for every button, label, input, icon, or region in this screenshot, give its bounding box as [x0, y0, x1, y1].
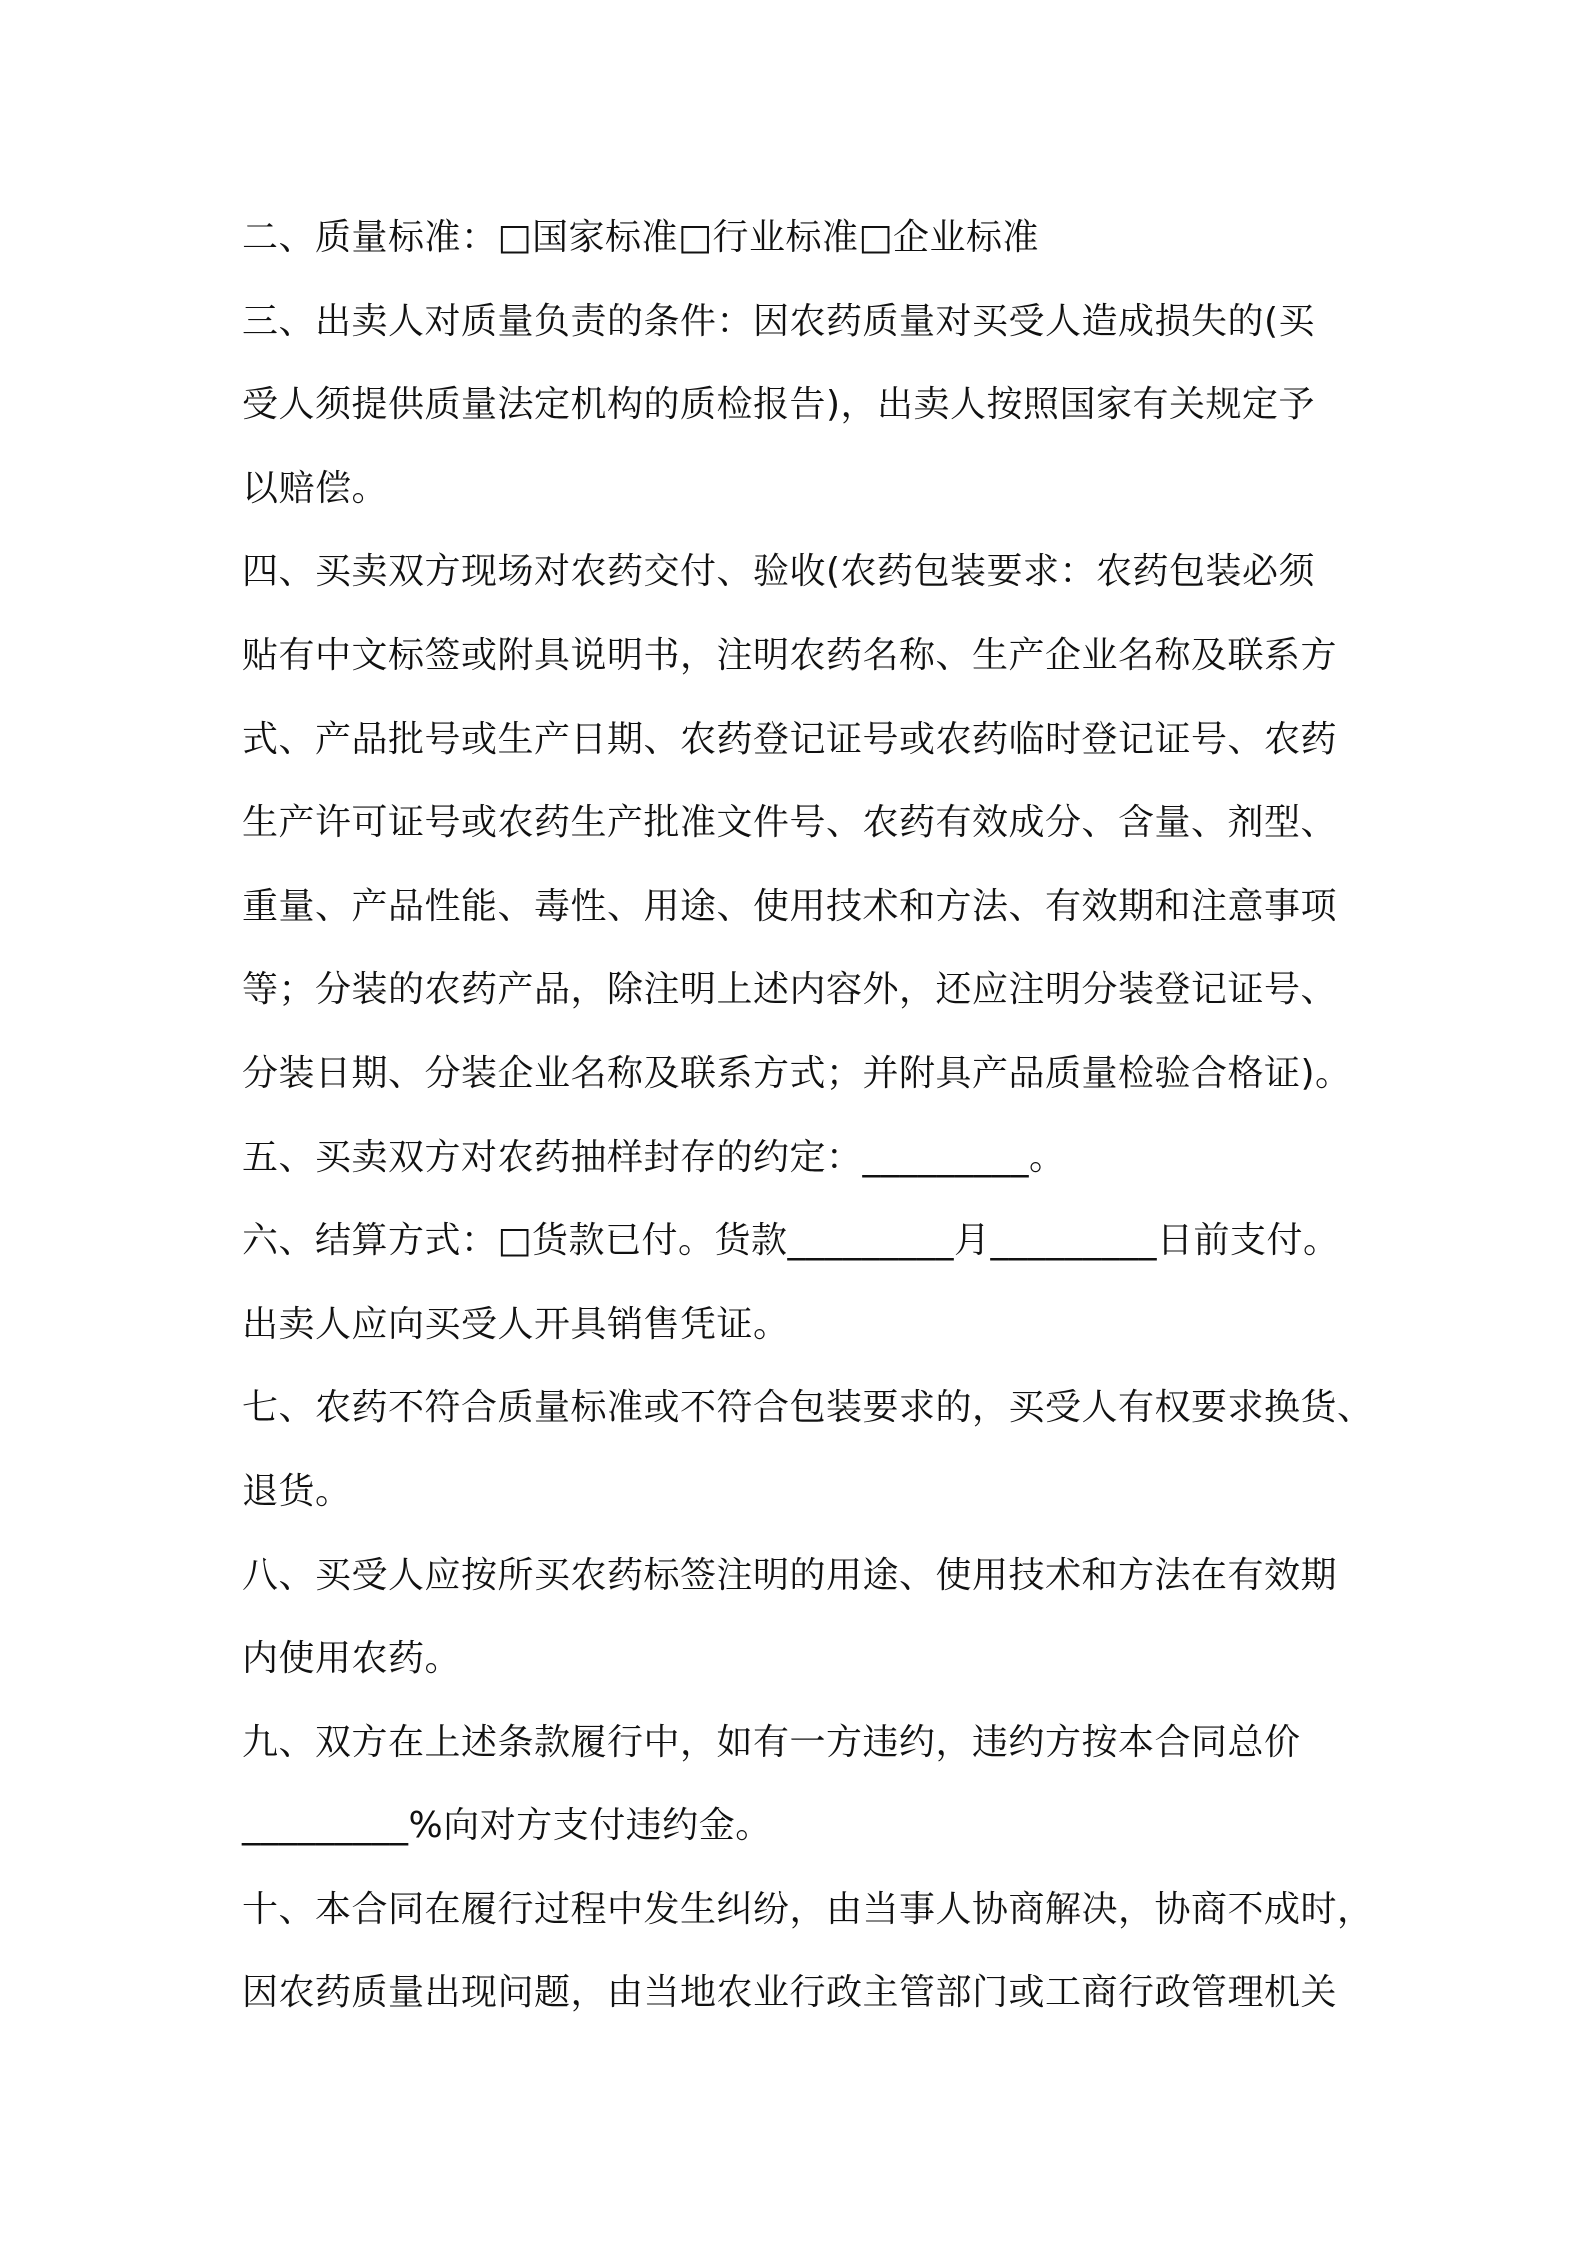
text-line: 二、质量标准：□国家标准□行业标准□企业标准 [242, 217, 1040, 258]
text-line: 内使用农药。 [242, 1638, 462, 1680]
text-line: 式、产品批号或生产日期、农药登记证号或农药临时登记证号、农药 [242, 718, 1338, 760]
text-line: 分装日期、分装企业名称及联系方式；并附具产品质量检验合格证)。 [242, 1052, 1352, 1094]
text-line: 六、结算方式：□货款已付。货款_________月_________日前支付。 [242, 1220, 1340, 1262]
text-line: 出卖人应向买受人开具销售凭证。 [242, 1303, 790, 1345]
text-line: 八、买受人应按所买农药标签注明的用途、使用技术和方法在有效期 [242, 1554, 1338, 1596]
text-line: 以赔偿。 [242, 467, 389, 509]
text-line: 三、出卖人对质量负责的条件：因农药质量对买受人造成损失的(买 [242, 300, 1316, 342]
text-line: 十、本合同在履行过程中发生纠纷，由当事人协商解决，协商不成时， [242, 1888, 1374, 1930]
text-line: 贴有中文标签或附具说明书，注明农药名称、生产企业名称及联系方 [242, 634, 1338, 676]
text-line: _________%向对方支付违约金。 [242, 1805, 772, 1847]
text-line: 生产许可证号或农药生产批准文件号、农药有效成分、含量、剂型、 [242, 802, 1338, 844]
text-line: 重量、产品性能、毒性、用途、使用技术和方法、有效期和注意事项 [242, 885, 1338, 927]
text-line: 受人须提供质量法定机构的质检报告)，出卖人按照国家有关规定予 [242, 384, 1316, 426]
text-line: 因农药质量出现问题，由当地农业行政主管部门或工商行政管理机关 [242, 1972, 1338, 2014]
text-line: 等；分装的农药产品，除注明上述内容外，还应注明分装登记证号、 [242, 969, 1338, 1011]
text-line: 退货。 [242, 1470, 352, 1512]
text-line: 七、农药不符合质量标准或不符合包装要求的，买受人有权要求换货、 [242, 1387, 1374, 1429]
text-line: 四、买卖双方现场对农药交付、验收(农药包装要求：农药包装必须 [242, 551, 1316, 593]
text-line: 五、买卖双方对农药抽样封存的约定：_________。 [242, 1136, 1066, 1178]
document-body [242, 196, 1374, 2035]
text-line: 九、双方在上述条款履行中，如有一方违约，违约方按本合同总价 [242, 1721, 1301, 1763]
